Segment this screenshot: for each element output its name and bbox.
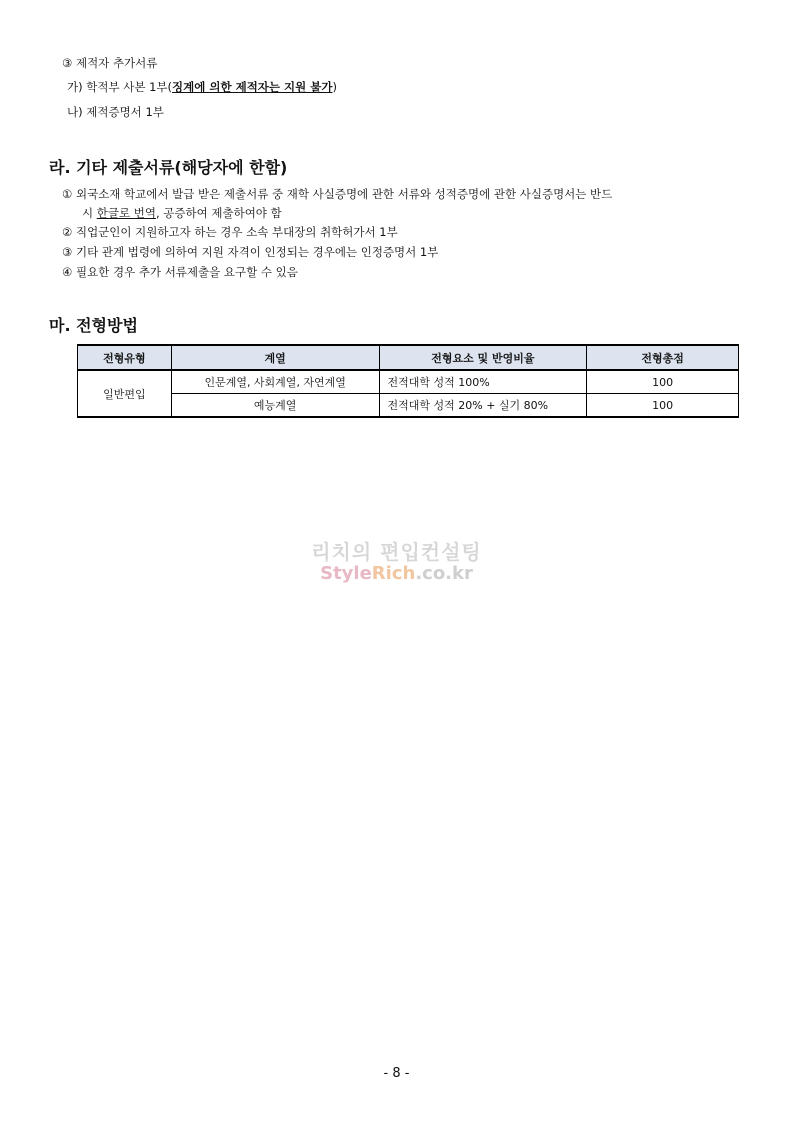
page-number: - 8 - [383,1066,410,1081]
total-cell: 100 [587,370,739,394]
section-ra-item1-line2 [82,205,282,221]
section-ra-item4: ④ 필요한 경우 추가 서류제출을 요구할 수 있음 [62,265,298,279]
field-cell: 예능계열 [171,394,379,418]
watermark-url-domain: .co.kr [415,563,473,584]
elements-cell: 전적대학 성적 100% [379,370,587,394]
extra-docs-a-prefix: 가) 학적부 사본 1부( [67,80,173,94]
watermark-url [0,563,793,584]
item1-line2-underline: 한글로 번역 [96,206,156,220]
section-ma-heading: 마. 전형방법 [49,316,138,335]
watermark-title: 리치의 편입컨설팅 [311,540,482,564]
header-elements: 전형요소 및 반영비율 [379,345,587,370]
extra-docs-b: 나) 제적증명서 1부 [67,105,164,119]
table-header-row [78,345,739,370]
section-ra-item2: ② 직업군인이 지원하고자 하는 경우 소속 부대장의 취학허가서 1부 [62,225,398,239]
section-ra-item3: ③ 기타 관계 법령에 의하여 지원 자격이 인정되는 경우에는 인정증명서 1부 [62,245,439,259]
section-ra-item1-line1: ① 외국소재 학교에서 발급 받은 제출서류 중 재학 사실증명에 관한 서류와 성적증명에 관한 사실증명서는 반드 [62,187,613,201]
header-type: 전형유형 [78,345,172,370]
table-row [78,370,739,394]
type-cell: 일반편입 [78,370,172,417]
section-ra-heading: 라. 기타 제출서류(해당자에 한함) [49,158,288,177]
extra-docs-a-warning: 징계에 의한 제적자는 지원 불가 [172,80,333,94]
extra-docs-a-suffix: ) [332,80,337,94]
watermark-url-rich: Rich [371,563,416,584]
header-field: 계열 [171,345,379,370]
extra-docs-item3: ③ 제적자 추가서류 [62,56,158,70]
header-total: 전형총점 [587,345,739,370]
item1-line2-suffix: , 공증하여 제출하여야 함 [155,206,282,220]
elements-cell: 전적대학 성적 20% + 실기 80% [379,394,587,418]
extra-docs-a [67,79,337,95]
selection-method-table [77,344,739,418]
item1-line2-prefix: 시 [82,206,97,220]
field-cell: 인문계열, 사회계열, 자연계열 [171,370,379,394]
total-cell: 100 [587,394,739,418]
watermark-url-style: Style [320,563,372,584]
table-row [78,394,739,418]
